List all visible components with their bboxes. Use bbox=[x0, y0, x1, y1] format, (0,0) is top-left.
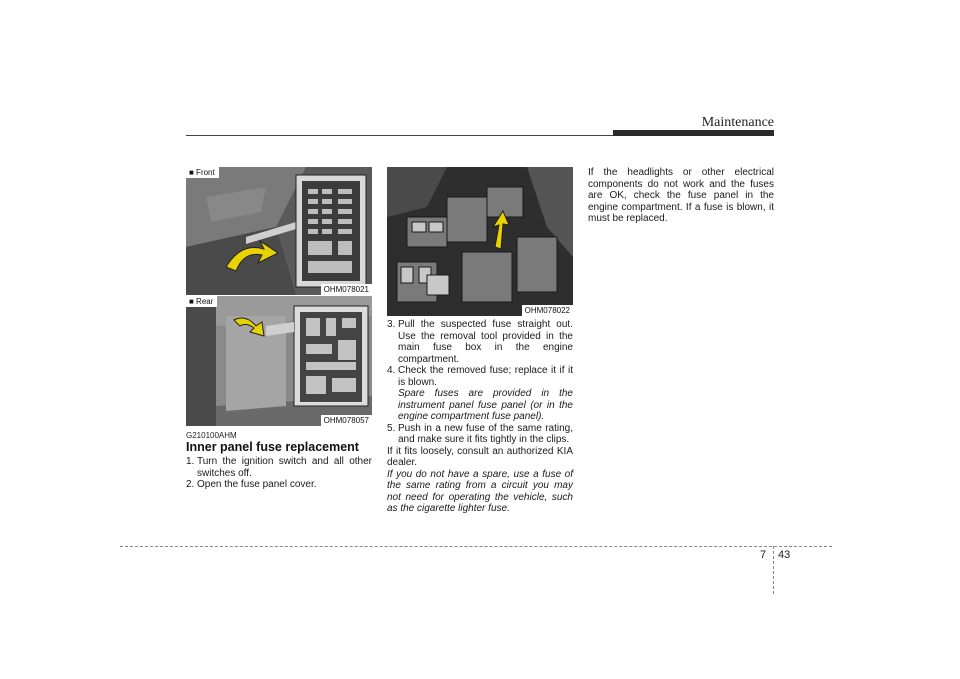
header-bar bbox=[613, 130, 774, 136]
column-3-text: If the headlights or other electrical components do not work and the fuses are OK, check the fuse panel in the engine compartment. If a fuse is blown, it must be replaced. bbox=[588, 167, 774, 224]
figure-engine-code: OHM078022 bbox=[522, 305, 573, 316]
section-heading: Inner panel fuse replacement bbox=[186, 440, 359, 454]
footer-rule bbox=[120, 546, 832, 547]
note-no-spare: If you do not have a spare, use a fuse of the same rating from a circuit you may not need for operating the vehicle, such as the cigarette lighter fuse. bbox=[387, 468, 573, 514]
figure-engine-fuse bbox=[387, 167, 573, 316]
figure-rear-label: ■ Rear bbox=[186, 296, 217, 307]
step-5-text: Push in a new fuse of the same rating, and make sure it fits tightly in the clips. bbox=[398, 422, 573, 445]
step-4 bbox=[387, 365, 573, 388]
engine-fuse-box-illustration bbox=[387, 167, 573, 316]
figure-front bbox=[186, 167, 372, 295]
section-title: Maintenance bbox=[701, 115, 774, 130]
rear-fuse-panel-illustration bbox=[186, 296, 372, 426]
section-code: G210100AHM bbox=[186, 431, 237, 440]
step-3-text: Pull the suspected fuse straight out. Use the removal tool provided in the main fuse box in the engine compartment. bbox=[398, 319, 573, 365]
front-fuse-panel-illustration bbox=[186, 167, 372, 295]
step-3 bbox=[387, 319, 573, 365]
step-3-number: 3. bbox=[387, 319, 396, 330]
loose-fit-text: If it fits loosely, consult an authorized KIA dealer. bbox=[387, 445, 573, 468]
page-number: 43 bbox=[778, 549, 791, 561]
note-spare-fuses: Spare fuses are provided in the instrument panel fuse panel (or in the engine compartment fuse panel). bbox=[398, 388, 573, 422]
figure-rear bbox=[186, 296, 372, 426]
step-2-number: 2. bbox=[186, 479, 195, 490]
column-2-text bbox=[387, 319, 573, 515]
figure-rear-code: OHM078057 bbox=[321, 415, 372, 426]
step-4-text: Check the removed fuse; replace it if it is blown. bbox=[398, 365, 573, 388]
step-5-number: 5. bbox=[387, 422, 396, 434]
step-2 bbox=[186, 479, 372, 491]
step-4-number: 4. bbox=[387, 365, 396, 376]
footer-divider bbox=[773, 546, 774, 594]
step-5 bbox=[387, 423, 573, 446]
chapter-number: 7 bbox=[760, 549, 767, 561]
figure-front-code: OHM078021 bbox=[321, 284, 372, 295]
step-1-number: 1. bbox=[186, 456, 195, 467]
step-2-text: Open the fuse panel cover. bbox=[197, 479, 317, 490]
step-1 bbox=[186, 456, 372, 479]
figure-front-label: ■ Front bbox=[186, 167, 219, 178]
step-1-text: Turn the ignition switch and all other switches off. bbox=[197, 456, 372, 479]
column-1-steps bbox=[186, 456, 372, 491]
